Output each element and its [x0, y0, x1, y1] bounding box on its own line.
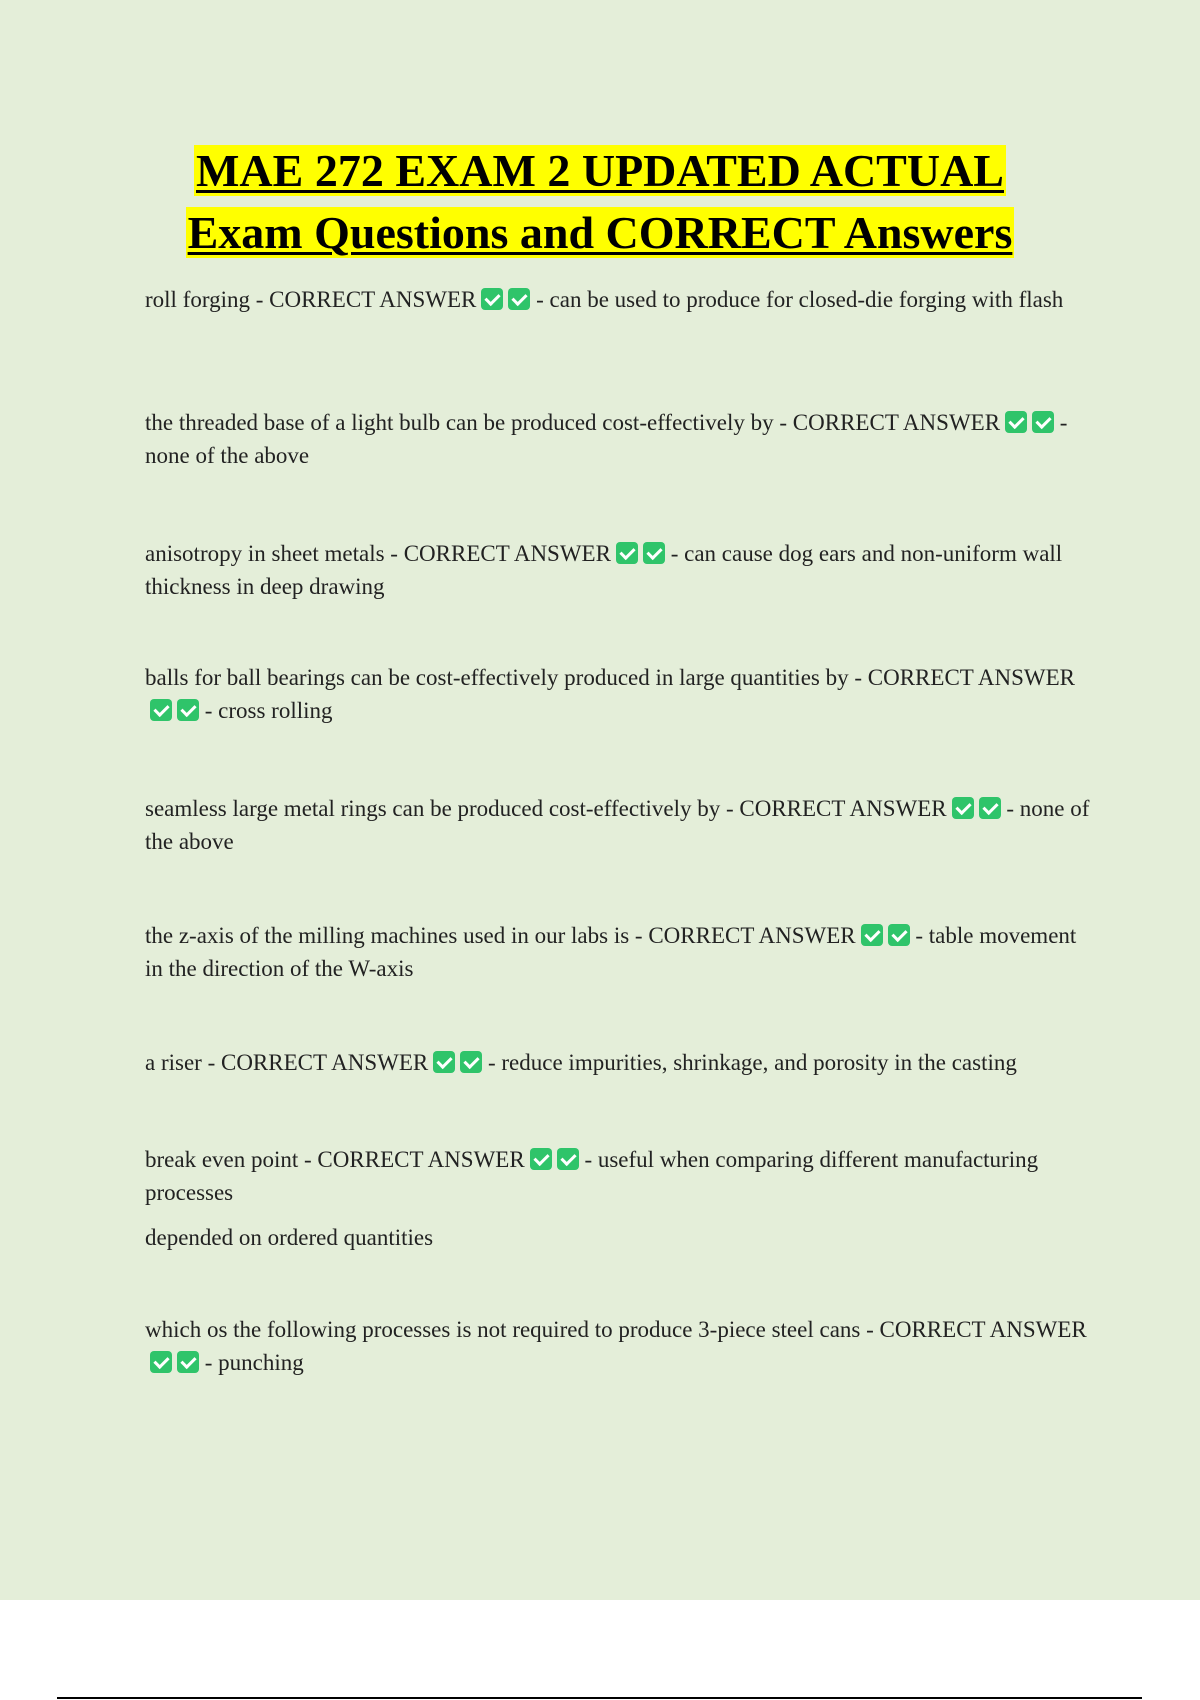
check-mark-icon	[861, 924, 883, 946]
check-mark-icon	[643, 542, 665, 564]
qa-item-7	[145, 1046, 1095, 1079]
answer-text: - useful when comparing different manufacturing processes	[145, 1147, 1039, 1205]
qa-item-3	[145, 537, 1095, 603]
answer-text: - cross rolling	[204, 698, 333, 723]
check-mark-icon	[530, 1148, 552, 1170]
answer-extra-text: depended on ordered quantities	[145, 1225, 434, 1250]
check-mark-icon	[481, 288, 503, 310]
question-text: which os the following processes is not required to produce 3-piece steel cans - CORRECT ANSWER	[145, 1317, 1087, 1342]
check-mark-icon	[1005, 411, 1027, 433]
answer-text: - none of the above	[145, 410, 1068, 468]
answer-text: - can be used to produce for closed-die forging with flash	[536, 287, 1064, 312]
question-text: seamless large metal rings can be produced cost-effectively by - CORRECT ANSWER	[145, 796, 947, 821]
qa-item-9	[145, 1313, 1095, 1379]
check-mark-icon	[460, 1051, 482, 1073]
answer-text: - can cause dog ears and non-uniform wall thickness in deep drawing	[145, 541, 1063, 599]
check-mark-icon	[888, 924, 910, 946]
answer-text: - punching	[204, 1350, 304, 1375]
check-mark-icon	[979, 797, 1001, 819]
question-text: the z-axis of the milling machines used in our labs is - CORRECT ANSWER	[145, 923, 856, 948]
answer-text: - none of the above	[145, 796, 1090, 854]
qa-item-2	[145, 406, 1095, 472]
check-mark-icon	[1032, 411, 1054, 433]
title-line-2: Exam Questions and CORRECT Answers	[187, 207, 1013, 258]
check-mark-icon	[616, 542, 638, 564]
question-text: balls for ball bearings can be cost-effectively produced in large quantities by - CORRECT ANSWER	[145, 665, 1076, 690]
qa-item-4	[145, 661, 1095, 727]
check-mark-icon	[433, 1051, 455, 1073]
footer-divider	[57, 1697, 1142, 1699]
answer-text: - reduce impurities, shrinkage, and porosity in the casting	[487, 1050, 1017, 1075]
question-text: anisotropy in sheet metals - CORRECT ANSWER	[145, 541, 611, 566]
document-title	[0, 140, 1200, 264]
check-mark-icon	[150, 699, 172, 721]
qa-item-8	[145, 1143, 1095, 1254]
title-line-1: MAE 272 EXAM 2 UPDATED ACTUAL	[196, 145, 1004, 196]
check-mark-icon	[952, 797, 974, 819]
check-mark-icon	[177, 699, 199, 721]
qa-item-6	[145, 919, 1095, 985]
question-text: break even point - CORRECT ANSWER	[145, 1147, 525, 1172]
question-text: roll forging - CORRECT ANSWER	[145, 287, 477, 312]
question-text: a riser - CORRECT ANSWER	[145, 1050, 429, 1075]
check-mark-icon	[177, 1351, 199, 1373]
check-mark-icon	[508, 288, 530, 310]
answer-text: - table movement in the direction of the W-axis	[145, 923, 1077, 981]
qa-item-5	[145, 792, 1095, 858]
qa-item-1	[145, 283, 1095, 316]
question-text: the threaded base of a light bulb can be produced cost-effectively by - CORRECT ANSWER	[145, 410, 1001, 435]
check-mark-icon	[150, 1351, 172, 1373]
check-mark-icon	[557, 1148, 579, 1170]
